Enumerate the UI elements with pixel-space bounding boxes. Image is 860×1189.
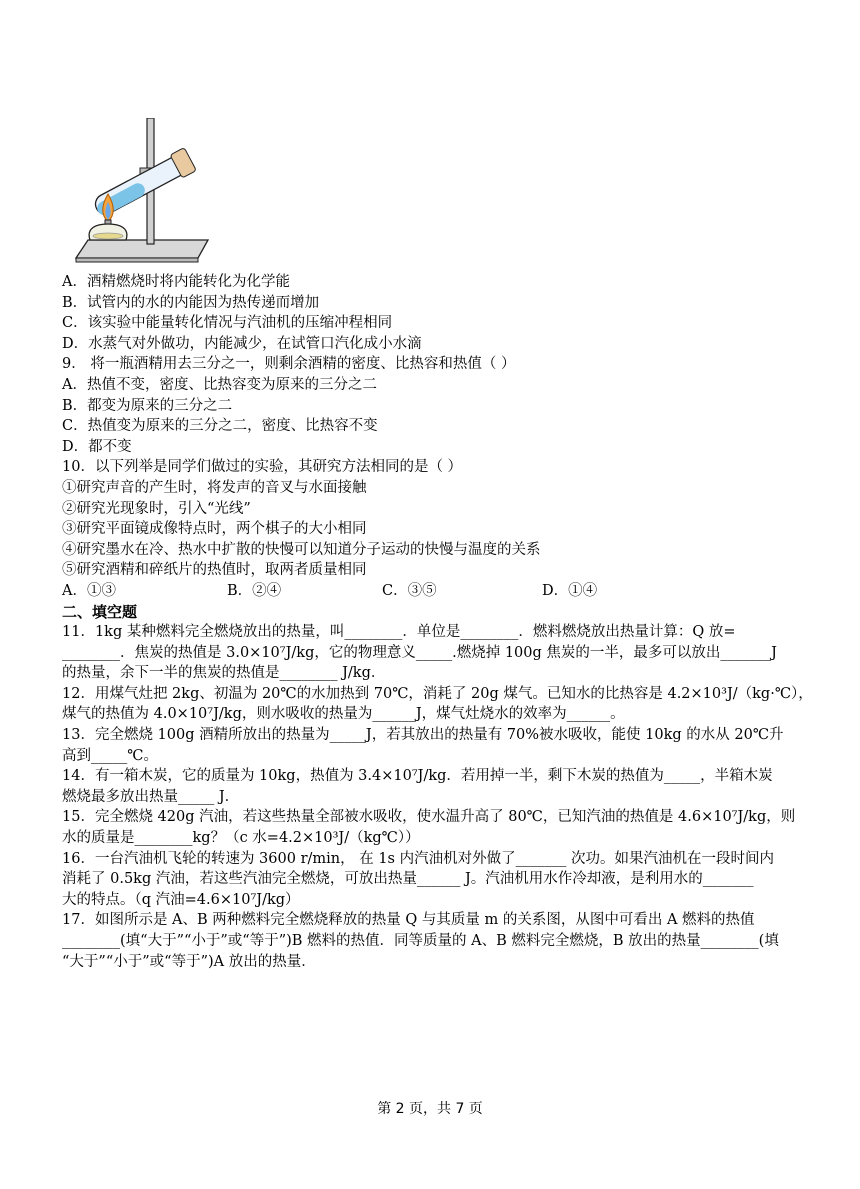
q8-option-b: B．试管内的水的内能因为热传递而增加 bbox=[62, 294, 320, 311]
q9-option-c: C．热值变为原来的三分之二，密度、比热容不变 bbox=[62, 418, 378, 435]
q17-line-1: 17．如图所示是 A、B 两种燃料完全燃烧释放的热量 Q 与其质量 m 的关系图，从图中可看出 A 燃料的热值 bbox=[62, 912, 755, 929]
alcohol-lamp-test-tube-illustration bbox=[70, 118, 210, 270]
q16-line-3: 大的特点。（q 汽油=4.6×10⁷J/kg） bbox=[62, 891, 300, 908]
q9-option-b: B．都变为原来的三分之二 bbox=[62, 397, 233, 414]
q12-line-1: 12．用煤气灶把 2kg、初温为 20℃的水加热到 70℃，消耗了 20g 煤气。已知水的比热容是 4.2×10³J/（kg·℃）， bbox=[62, 685, 813, 702]
q10-option-b: B．②④ bbox=[227, 582, 282, 599]
q9-option-a: A．热值不变，密度、比热容变为原来的三分之二 bbox=[62, 376, 377, 393]
q10-item-5: ⑤研究酒精和碎纸片的热值时，取两者质量相同 bbox=[62, 562, 367, 579]
q15-line-2: 水的质量是________kg？（c 水=4.2×10³J/（kg℃）） bbox=[62, 830, 420, 847]
q14-line-2: 燃烧最多放出热量_____ J． bbox=[62, 788, 240, 805]
q16-line-2: 消耗了 0.5kg 汽油，若这些汽油完全燃烧，可放出热量______ J。汽油机用水作冷却液，是利用水的_______ bbox=[62, 871, 754, 888]
q17-line-3: “大于”“小于”或“等于”)A 放出的热量． bbox=[62, 953, 316, 970]
q10-item-2: ②研究光现象时，引入“光线” bbox=[62, 500, 251, 517]
q13-line-1: 13．完全燃烧 100g 酒精所放出的热量为_____J，若其放出的热量有 70%被水吸收，能使 10kg 的水从 20℃升 bbox=[62, 727, 784, 744]
q8-option-a: A．酒精燃烧时将内能转化为化学能 bbox=[62, 274, 290, 290]
q10-option-d: D．①④ bbox=[542, 582, 598, 599]
q13-line-2: 高到_____℃。 bbox=[62, 747, 158, 764]
q15-line-1: 15．完全燃烧 420g 汽油，若这些热量全部被水吸收，使水温升高了 80℃，已知汽油的热值是 4.6×10⁷J/kg，则 bbox=[62, 809, 796, 826]
q10-item-1: ①研究声音的产生时，将发声的音叉与水面接触 bbox=[62, 479, 367, 496]
q9-stem: 9． 将一瓶酒精用去三分之一，则剩余酒精的密度、比热容和热值（ ） bbox=[62, 356, 516, 373]
q14-line-1: 14．有一箱木炭，它的质量为 10kg，热值为 3.4×10⁷J/kg．若用掉一半，剩下木炭的热值为_____，半箱木炭 bbox=[62, 768, 773, 785]
q10-option-c: C．③⑤ bbox=[382, 582, 437, 599]
page-footer: 第 2 页，共 7 页 bbox=[377, 1101, 483, 1117]
q17-line-2: ________(填“大于”“小于”或“等于”)B 燃料的热值．同等质量的 A、B 燃料完全燃烧，B 放出的热量________(填 bbox=[62, 933, 779, 949]
q10-option-a: A．①③ bbox=[62, 582, 116, 599]
q8-option-c: C．该实验中能量转化情况与汽油机的压缩冲程相同 bbox=[62, 315, 393, 332]
q12-line-2: 煤气的热值为 4.0×10⁷J/kg，则水吸收的热量为______J，煤气灶烧水的效率为______。 bbox=[62, 706, 625, 723]
q11-line-3: 的热量，余下一半的焦炭的热值是________ J/kg． bbox=[62, 665, 386, 682]
q16-line-1: 16．一台汽油机飞轮的转速为 3600 r/min， 在 1s 内汽油机对外做了_______ 次功。如果汽油机在一段时间内 bbox=[62, 850, 774, 867]
section-heading: 二、填空题 bbox=[62, 602, 138, 621]
experiment-figure bbox=[70, 118, 210, 270]
q11-line-1: 11．1kg 某种燃料完全燃烧放出的热量，叫________．单位是________．燃料燃烧放出热量计算：Q 放= bbox=[62, 624, 736, 641]
question-content bbox=[62, 272, 832, 972]
q10-options bbox=[62, 581, 832, 602]
q10-item-4: ④研究墨水在冷、热水中扩散的快慢可以知道分子运动的快慢与温度的关系 bbox=[62, 541, 541, 558]
q9-option-d: D．都不变 bbox=[62, 438, 132, 455]
q11-line-2: ________．焦炭的热值是 3.0×10⁷J/kg，它的物理意义_____.燃烧掉 100g 焦炭的一半，最多可以放出_______J bbox=[62, 644, 777, 661]
q8-option-d: D．水蒸气对外做功，内能减少，在试管口汽化成小水滴 bbox=[62, 335, 422, 352]
q10-stem: 10．以下列举是同学们做过的实验，其研究方法相同的是（ ） bbox=[62, 459, 463, 476]
q10-item-3: ③研究平面镜成像特点时，两个棋子的大小相同 bbox=[62, 521, 367, 538]
